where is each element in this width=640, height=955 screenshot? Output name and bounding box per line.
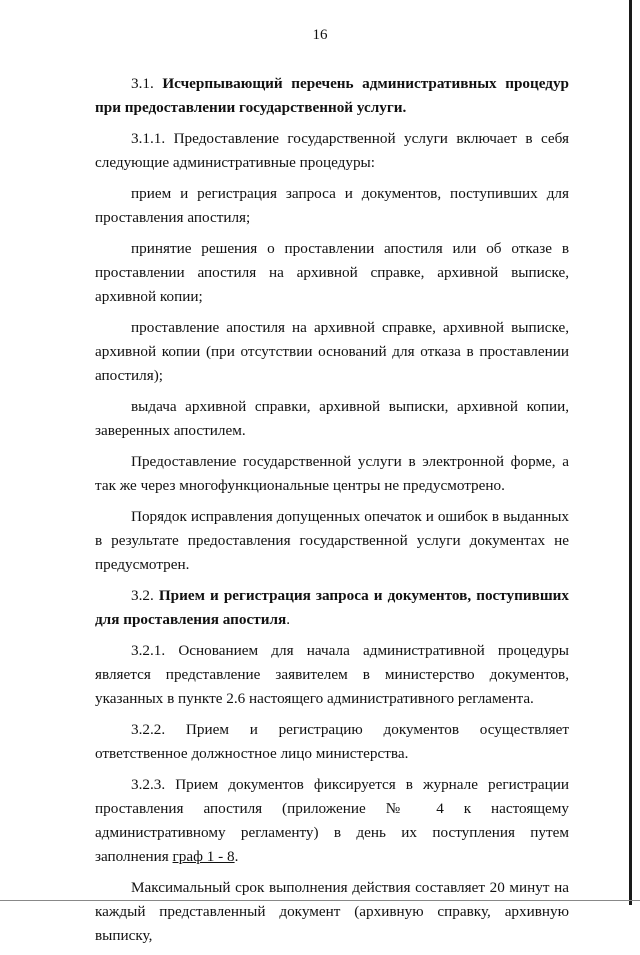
scan-border-right (629, 0, 632, 905)
list-item-reception: прием и регистрация запроса и документов, поступивших для проставления апостиля; (95, 185, 569, 226)
section-3-1-heading (95, 72, 569, 120)
scan-border-bottom (0, 900, 640, 901)
page-number: 16 (312, 27, 328, 43)
section-number: 3.2.1. (131, 642, 166, 659)
section-number: 3.2. (131, 587, 154, 604)
paragraph-3-2-2 (95, 718, 569, 766)
columns-reference-link: граф 1 - 8 (172, 848, 235, 865)
paragraph-text: Прием документов фиксируется в журнале регистрации проставления апостиля (приложение № 4 к настоящему административному регламенту) в день их поступления путем заполнения (95, 776, 569, 865)
paragraph-text: Основанием для начала административной процедуры является представление заявителем в министерство документов, указанных в пункте 2.6 настоящего административного регламента. (95, 642, 569, 707)
section-number: 3.1.1. (131, 130, 166, 147)
list-item-apostille: проставление апостиля на архивной справке, архивной выписке, архивной копии (при отсутствии оснований для отказа в проставлении апостиля); (95, 319, 569, 384)
paragraph-tail: . (234, 848, 239, 865)
paragraph-text: Предоставление государственной услуги включает в себя следующие административные процедуры: (95, 130, 569, 171)
section-number: 3.2.3. (131, 776, 166, 793)
paragraph-3-2-3 (95, 773, 569, 869)
paragraph-3-2-1 (95, 639, 569, 711)
section-title: Исчерпывающий перечень административных процедур при предоставлении государственной услуги. (95, 75, 569, 116)
list-item-decision: принятие решения о проставлении апостиля или об отказе в проставлении апостиля на архивной справке, архивной выписке, архивной копии; (95, 240, 569, 305)
paragraph-3-1-1 (95, 127, 569, 175)
paragraph-electronic-form: Предоставление государственной услуги в электронной форме, а так же через многофункциональные центры не предусмотрено. (95, 453, 569, 494)
paragraph-corrections: Порядок исправления допущенных опечаток и ошибок в выданных в результате предоставления государственной услуги документах не предусмотрен. (95, 508, 569, 573)
section-3-2-heading (95, 584, 569, 632)
section-number: 3.2.2. (131, 721, 166, 738)
paragraph-max-duration: Максимальный срок выполнения действия составляет 20 минут на каждый представленный документ (архивную справку, архивную выписку, (95, 879, 569, 944)
paragraph-text: Прием и регистрацию документов осуществляет ответственное должностное лицо министерства. (95, 721, 570, 762)
document-body (95, 72, 569, 955)
section-title-tail: . (286, 611, 290, 628)
list-item-issuance: выдача архивной справки, архивной выписки, архивной копии, заверенных апостилем. (95, 398, 569, 439)
section-title: Прием и регистрация запроса и документов, поступивших для проставления апостиля (95, 587, 569, 628)
section-number: 3.1. (131, 75, 154, 92)
